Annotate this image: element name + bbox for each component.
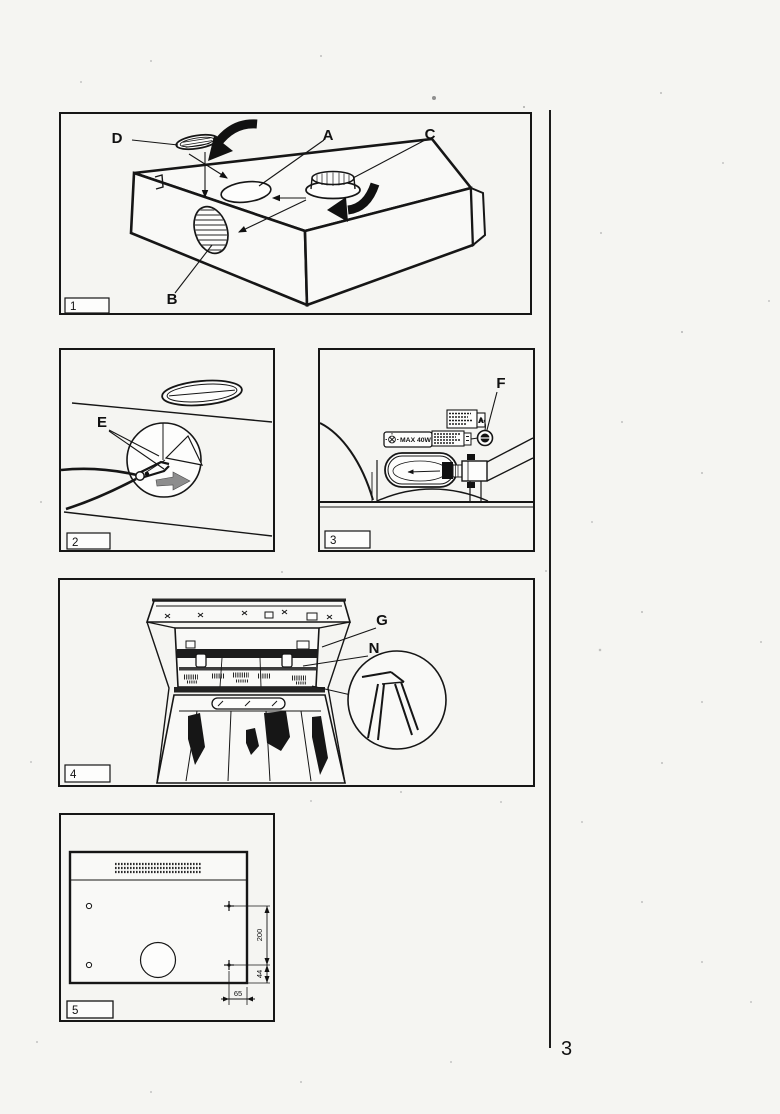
part-label-g: G: [376, 612, 388, 629]
figure-2: [59, 348, 275, 552]
mounting-hole-left-lower: [86, 962, 91, 967]
scan-noise-specks: [0, 0, 2, 2]
figure-number: 5: [72, 1005, 79, 1017]
figure-number-box: [67, 533, 110, 549]
figure-number: 1: [70, 301, 77, 313]
figure-number-box: [65, 298, 109, 313]
dimension-200: 200: [255, 928, 264, 942]
page-number: 3: [561, 1038, 573, 1060]
figure-2-drawing: [61, 350, 273, 550]
filter-clip: [196, 654, 206, 667]
figure-number-box: [65, 765, 110, 782]
part-label-e: E: [96, 414, 108, 431]
leader-line-f: [487, 392, 497, 430]
mounting-bracket: [462, 454, 487, 502]
dimension-65: 65: [233, 989, 243, 998]
hood-body-drawing: [131, 139, 485, 305]
figure-number: 2: [72, 537, 79, 549]
mounting-hole-left-upper: [86, 903, 91, 908]
figure-number: 3: [330, 535, 337, 547]
figure-5-drawing: [61, 815, 273, 1020]
part-label-f: F: [496, 375, 506, 392]
part-label-c: C: [424, 126, 436, 143]
filter-housing: [174, 628, 325, 693]
label-tag-a: A: [478, 417, 484, 425]
figure-4-drawing: [60, 580, 533, 785]
figure-number: 4: [70, 769, 77, 781]
figure-number-box: [67, 1001, 113, 1018]
knockout-oval-cover: [161, 378, 243, 409]
figure-1: [59, 112, 532, 315]
max-wattage-text: MAX 40W: [400, 437, 431, 444]
figure-4: [58, 578, 535, 787]
page-divider-rule: [549, 110, 551, 1048]
rotation-arrow-icon: [208, 124, 257, 161]
figure-number-box: [325, 531, 370, 548]
part-label-b: B: [166, 291, 178, 308]
figure-1-drawing: [61, 114, 530, 313]
part-label-a: A: [322, 127, 334, 144]
cable-hole: [141, 943, 176, 978]
filter-clip: [282, 654, 292, 667]
figure-3: [318, 348, 535, 552]
part-label-n: N: [368, 640, 380, 657]
figure-3-drawing: [320, 350, 533, 550]
open-grille: [157, 695, 345, 783]
lamp-socket: [442, 462, 462, 479]
part-label-d: D: [111, 130, 123, 147]
duct-collar-c: [306, 172, 360, 199]
info-label-lower: [432, 431, 471, 446]
knockout-hole: [127, 423, 202, 497]
info-label-upper: [447, 410, 485, 428]
figure-5: [59, 813, 275, 1022]
max-wattage-label: [384, 432, 432, 447]
dimension-44: 44: [255, 969, 264, 979]
